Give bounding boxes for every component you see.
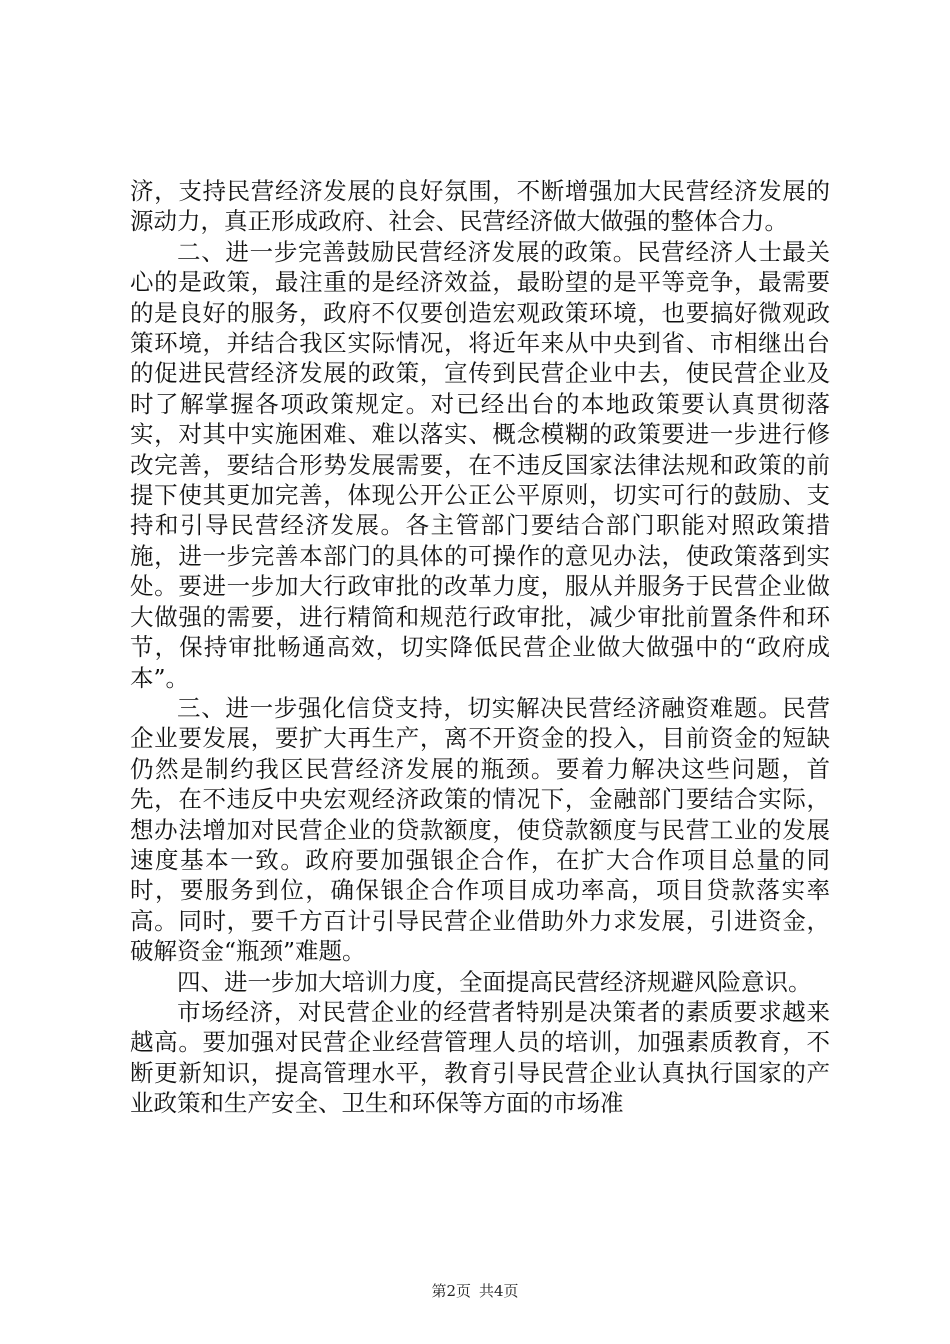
paragraph-section-four: 四、进一步加大培训力度，全面提高民营经济规避风险意识。 — [177, 967, 812, 996]
paragraph-section-two: 二、进一步完善鼓励民营经济发展的政策。民营经济人士最关心的是政策，最注重的是经济效益，最盼望的是平等竞争，最需要的是良好的服务，政府不仅要创造宏观政策环境，也要搞好微观政策环境，并结合我区实际情况，将近年来从中央到省、市相继出台的促进民营经济发展的政策，宣传到民营企业中去，使民营企业及时了解掌握各项政策规定。对已经出台的本地政策要认真贯彻落实，对其中实施困难、难以落实、概念模糊的政策要进一步进行修改完善，要结合形势发展需要，在不违反国家法律法规和政策的前提下使其更加完善，体现公开公正公平原则，切实可行的鼓励、支持和引导民营经济发展。各主管部门要结合部门职能对照政策措施，进一步完善本部门的具体的可操作的意见办法，使政策落到实处。要进一步加大行政审批的改革力度，服从并服务于民营企业做大做强的需要，进行精简和规范行政审批，减少审批前置条件和环节，保持审批畅通高效，切实降低民营企业做大做强中的“政府成本”。 — [130, 237, 830, 692]
page-footer — [0, 1281, 950, 1301]
page-number: 第2页 — [431, 1282, 471, 1300]
paragraph-market-economy: 市场经济，对民营企业的经营者特别是决策者的素质要求越来越高。要加强对民营企业经营管理人员的培训，加强素质教育，不断更新知识，提高管理水平，教育引导民营企业认真执行国家的产业政策和生产安全、卫生和环保等方面的市场准 — [130, 997, 830, 1118]
paragraph-section-three: 三、进一步强化信贷支持，切实解决民营经济融资难题。民营企业要发展，要扩大再生产，离不开资金的投入，目前资金的短缺仍然是制约我区民营经济发展的瓶颈。要着力解决这些问题，首先，在不违反中央宏观经济政策的情况下，金融部门要结合实际，想办法增加对民营企业的贷款额度，使贷款额度与民营工业的发展速度基本一致。政府要加强银企合作，在扩大合作项目总量的同时，要服务到位，确保银企合作项目成功率高，项目贷款落实率高。同时，要千方百计引导民营企业借助外力求发展，引进资金，破解资金“瓶颈”难题。 — [130, 693, 830, 966]
page-total: 共4页 — [479, 1282, 519, 1300]
paragraph-continuation: 济，支持民营经济发展的良好氛围，不断增强加大民营经济发展的源动力，真正形成政府、社会、民营经济做大做强的整体合力。 — [130, 177, 830, 236]
document-body — [130, 176, 830, 1119]
